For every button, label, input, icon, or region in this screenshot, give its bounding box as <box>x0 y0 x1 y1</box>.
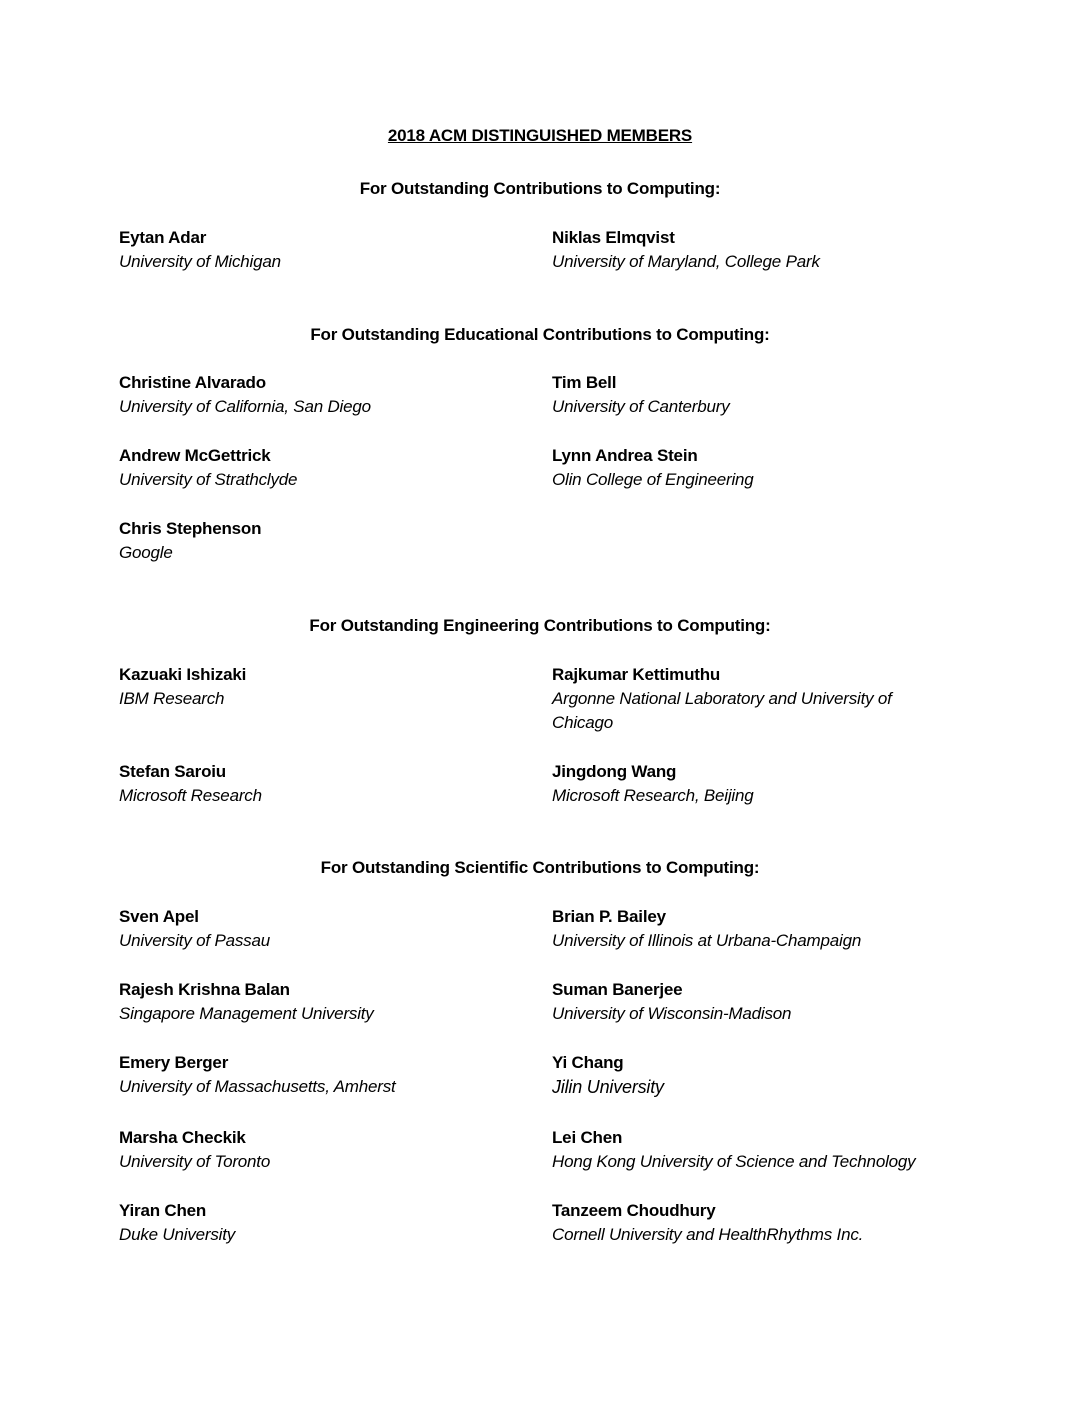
member-affiliation: Microsoft Research <box>119 786 262 805</box>
member-name: Tanzeem Choudhury <box>552 1201 716 1220</box>
member-name: Sven Apel <box>119 907 199 926</box>
member-entry <box>119 226 539 274</box>
member-affiliation: University of Strathclyde <box>119 470 298 489</box>
member-affiliation: Cornell University and HealthRhythms Inc. <box>552 1225 864 1244</box>
member-name: Andrew McGettrick <box>119 446 271 465</box>
member-affiliation: University of Massachusetts, Amherst <box>119 1077 396 1096</box>
member-entry <box>119 663 539 711</box>
section-heading-educational: For Outstanding Educational Contributions to Computing: <box>310 325 770 344</box>
member-name: Jingdong Wang <box>552 762 677 781</box>
member-name: Suman Banerjee <box>552 980 683 999</box>
member-name: Emery Berger <box>119 1053 229 1072</box>
member-affiliation: University of California, San Diego <box>119 397 371 416</box>
member-name: Christine Alvarado <box>119 373 266 392</box>
member-entry <box>119 1199 539 1247</box>
member-affiliation: University of Wisconsin-Madison <box>552 1004 792 1023</box>
member-entry <box>552 1051 952 1099</box>
member-affiliation: IBM Research <box>119 689 225 708</box>
member-affiliation: Duke University <box>119 1225 236 1244</box>
member-name: Lynn Andrea Stein <box>552 446 698 465</box>
member-name: Lei Chen <box>552 1128 623 1147</box>
member-affiliation: Microsoft Research, Beijing <box>552 786 754 805</box>
member-affiliation: Argonne National Laboratory and University of Chicago <box>552 689 892 732</box>
member-entry <box>119 978 539 1026</box>
member-affiliation: Singapore Management University <box>119 1004 374 1023</box>
member-name: Tim Bell <box>552 373 617 392</box>
section-heading-engineering: For Outstanding Engineering Contributions to Computing: <box>309 616 771 635</box>
member-entry <box>119 760 539 808</box>
member-entry <box>119 905 539 953</box>
member-affiliation: University of Michigan <box>119 252 281 271</box>
member-name: Niklas Elmqvist <box>552 228 675 247</box>
member-affiliation: University of Toronto <box>119 1152 271 1171</box>
member-affiliation: University of Illinois at Urbana-Champaign <box>552 931 862 950</box>
member-name: Marsha Checkik <box>119 1128 246 1147</box>
member-entry <box>552 1126 952 1174</box>
member-name: Rajesh Krishna Balan <box>119 980 290 999</box>
member-affiliation: Hong Kong University of Science and Technology <box>552 1152 916 1171</box>
member-entry <box>552 905 952 953</box>
member-name: Eytan Adar <box>119 228 207 247</box>
section-heading-outstanding: For Outstanding Contributions to Computing: <box>359 179 721 198</box>
member-name: Rajkumar Kettimuthu <box>552 665 721 684</box>
member-name: Yi Chang <box>552 1053 624 1072</box>
member-affiliation: University of Canterbury <box>552 397 730 416</box>
member-entry <box>552 978 952 1026</box>
document-title: 2018 ACM DISTINGUISHED MEMBERS <box>387 126 693 145</box>
member-name: Stefan Saroiu <box>119 762 226 781</box>
member-affiliation: University of Maryland, College Park <box>552 252 820 271</box>
member-entry <box>552 663 952 735</box>
member-name: Kazuaki Ishizaki <box>119 665 247 684</box>
member-affiliation: University of Passau <box>119 931 270 950</box>
member-affiliation: Jilin University <box>552 1077 664 1097</box>
member-entry <box>119 444 539 492</box>
member-name: Yiran Chen <box>119 1201 207 1220</box>
section-heading-scientific: For Outstanding Scientific Contributions to Computing: <box>320 858 760 877</box>
member-entry <box>119 517 539 565</box>
member-entry <box>552 371 952 419</box>
member-entry <box>552 226 952 274</box>
member-entry <box>119 371 539 419</box>
member-entry <box>119 1126 539 1174</box>
member-entry <box>552 1199 952 1247</box>
member-affiliation: Olin College of Engineering <box>552 470 754 489</box>
member-name: Brian P. Bailey <box>552 907 666 926</box>
member-entry <box>119 1051 539 1099</box>
member-entry <box>552 760 952 808</box>
member-affiliation: Google <box>119 543 173 562</box>
member-entry <box>552 444 952 492</box>
member-name: Chris Stephenson <box>119 519 262 538</box>
